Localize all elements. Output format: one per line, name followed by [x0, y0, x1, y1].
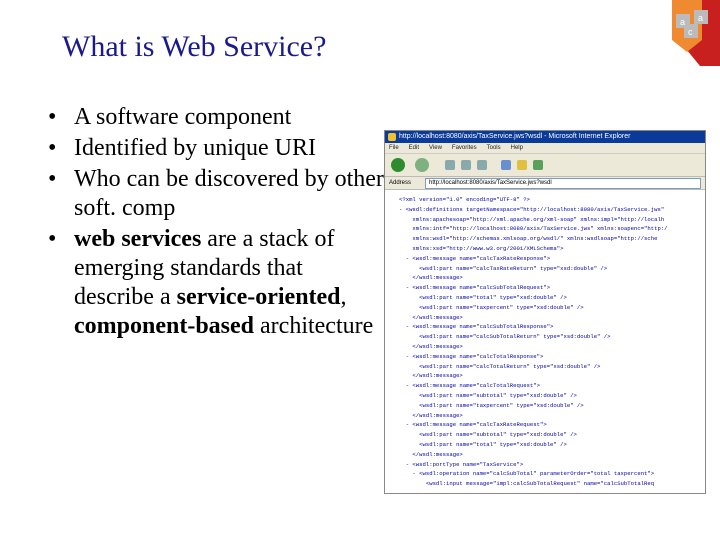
menu-item[interactable]: Tools — [486, 145, 501, 151]
xml-line: xmlns:intf="http://localhost:8080/axis/TaxService.jws" xmlns:soapenc="http:/ — [399, 225, 668, 233]
xml-line: </wsdl:message> — [399, 450, 463, 458]
menu-item[interactable]: Edit — [408, 145, 420, 151]
xml-line: </wsdl:message> — [399, 313, 463, 321]
stop-icon[interactable] — [445, 160, 455, 170]
xml-line: <?xml version="1.0" encoding="UTF-8" ?> — [399, 196, 530, 203]
bullet-text: A software component — [74, 104, 292, 130]
xml-line: <wsdl:part name="calcTaxRateReturn" type="xsd:double" /> — [399, 264, 608, 272]
address-bar — [385, 177, 705, 190]
xml-line: xmlns:xsd="http://www.w3.org/2001/XMLSchema"> — [399, 244, 564, 252]
xml-line: </wsdl:message> — [399, 411, 463, 419]
xml-line: xmlns:apachesoap="http://xml.apache.org/xml-soap" xmlns:impl="http://localh — [399, 215, 665, 223]
menu-item[interactable]: File — [389, 145, 399, 151]
xml-line: - <wsdl:portType name="TaxService"> — [399, 460, 524, 468]
xml-line: </wsdl:message> — [399, 372, 463, 380]
xml-line: <wsdl:part name="calcTotalReturn" type="xsd:double" /> — [399, 362, 601, 370]
xml-line: - <wsdl:message name="calcTaxRateRequest"> — [399, 421, 547, 429]
refresh-icon[interactable] — [461, 160, 471, 170]
xml-line: xmlns:wsdl="http://schemas.xmlsoap.org/wsdl/" xmlns:wsdlsoap="http://sche — [399, 235, 658, 243]
xml-line: <wsdl:part name="total" type="xsd:double" /> — [399, 293, 567, 301]
bullet-text: Who can be discovered by other soft. comp — [74, 166, 384, 221]
logo-letter: a — [680, 17, 686, 27]
menu-item[interactable]: Help — [510, 145, 523, 151]
bullet-text: , — [340, 284, 347, 310]
xml-line: </wsdl:message> — [399, 342, 463, 350]
xml-line: </wsdl:message> — [399, 274, 463, 282]
xml-line: - <wsdl:definitions targetNamespace="http://localhost:8080/axis/TaxService.jws" — [399, 205, 665, 213]
bullet-bold-text: web services — [74, 226, 202, 252]
logo — [642, 0, 720, 66]
bullet-item — [48, 134, 388, 163]
xml-line: - <wsdl:message name="calcTotalRequest"> — [399, 382, 540, 390]
browser-toolbar — [385, 154, 705, 177]
bullet-dot: • — [48, 226, 57, 252]
menu-item[interactable]: View — [429, 145, 442, 151]
address-label: Address — [389, 180, 412, 186]
xml-line: - <wsdl:message name="calcSubTotalResponse"> — [399, 323, 554, 331]
xml-line: - <wsdl:message name="calcSubTotalRequest"> — [399, 284, 551, 292]
bullet-bold-text: service-oriented — [176, 284, 341, 310]
bullet-item — [48, 103, 388, 132]
xml-line: <wsdl:part name="subtotal" type="xsd:double" /> — [399, 391, 577, 399]
bullet-dot: • — [48, 135, 57, 161]
address-input[interactable]: http://localhost:8080/axis/TaxService.jws?wsdl — [425, 178, 701, 189]
home-icon[interactable] — [477, 160, 487, 170]
logo-letter: a — [698, 13, 704, 23]
logo-letter: c — [688, 27, 693, 37]
search-icon[interactable] — [501, 160, 511, 170]
bullet-dot: • — [48, 104, 57, 130]
browser-title: http://localhost:8080/axis/TaxService.jws?wsdl - Microsoft Internet Explorer — [399, 133, 631, 140]
xml-line: <wsdl:part name="calcSubTotalReturn" type="xsd:double" /> — [399, 333, 611, 341]
bullet-list — [48, 103, 388, 343]
menu-item[interactable]: Favorites — [451, 145, 477, 151]
bullet-item — [48, 225, 388, 341]
browser-menu-bar — [385, 143, 705, 154]
browser-screenshot — [384, 130, 706, 494]
xml-line: <wsdl:input message="impl:calcSubTotalRequest" name="calcSubTotalReq — [399, 480, 655, 488]
back-icon[interactable] — [391, 158, 405, 172]
xml-line: <wsdl:part name="taxpercent" type="xsd:double" /> — [399, 401, 584, 409]
xml-content — [385, 190, 705, 489]
xml-line: - <wsdl:operation name="calcSubTotal" parameterOrder="total taxpercent"> — [399, 470, 655, 478]
xml-line: <wsdl:part name="total" type="xsd:double" /> — [399, 440, 567, 448]
media-icon[interactable] — [533, 160, 543, 170]
xml-line: - <wsdl:message name="calcTotalResponse"> — [399, 352, 544, 360]
ie-icon — [388, 133, 396, 141]
slide-title: What is Web Service? — [62, 30, 327, 63]
browser-title-bar — [385, 131, 705, 143]
forward-icon[interactable] — [415, 158, 429, 172]
xml-line: <wsdl:part name="subtotal" type="xsd:double" /> — [399, 431, 577, 439]
bullet-dot: • — [48, 166, 57, 192]
xml-line: - <wsdl:message name="calcTaxRateResponse"> — [399, 254, 551, 262]
favorites-icon[interactable] — [517, 160, 527, 170]
bullet-text: Identified by unique URI — [74, 135, 316, 161]
bullet-bold-text: component-based — [74, 313, 255, 339]
bullet-item — [48, 165, 388, 223]
bullet-text: architecture — [254, 313, 374, 339]
xml-line: <wsdl:part name="taxpercent" type="xsd:double" /> — [399, 303, 584, 311]
bullet-text: are a stack of emerging standards that describe a — [74, 226, 335, 310]
